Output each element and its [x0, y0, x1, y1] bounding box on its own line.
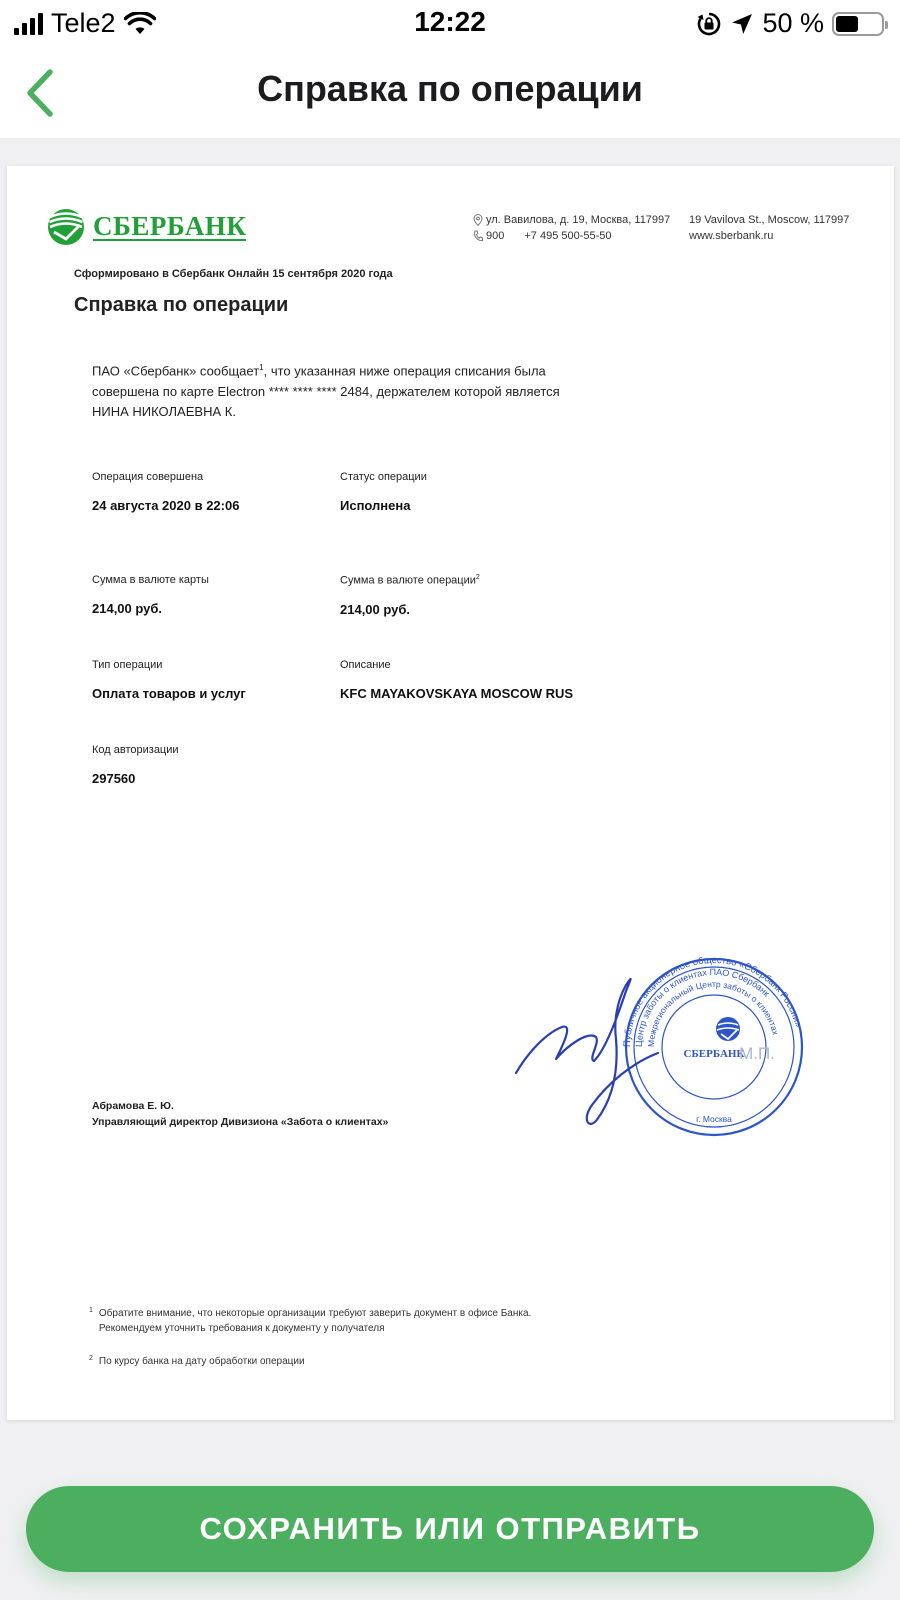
- bank-stamp: [622, 955, 804, 1135]
- document-preview[interactable]: [7, 166, 894, 1420]
- footnote-mark: 1: [89, 1307, 93, 1314]
- signer-position: Управляющий директор Дивизиона «Забота о клиентах»: [92, 1116, 389, 1128]
- footnote-mark: 2: [89, 1355, 93, 1362]
- stamp-bank-text: СБЕРБАНК: [683, 1048, 745, 1060]
- field-label: [340, 574, 480, 587]
- field-value: Оплата товаров и услуг: [92, 686, 246, 701]
- bank-website: www.sberbank.ru: [689, 230, 774, 242]
- field-auth-code: [92, 744, 179, 787]
- field-value: 297560: [92, 771, 136, 786]
- status-bar-time: 12:22: [414, 6, 486, 37]
- field-operation-date: [92, 471, 242, 514]
- bank-phone-long: +7 495 500-55-50: [524, 230, 612, 242]
- bank-address-en: 19 Vavilova St., Moscow, 117997: [689, 214, 850, 226]
- map-pin-icon: [473, 214, 483, 226]
- battery-fill: [836, 16, 858, 32]
- intro-text-part1: ПАО «Сбербанк» сообщает: [92, 363, 260, 379]
- battery-percent: 50 %: [762, 8, 824, 38]
- footnote-text: Обратите внимание, что некоторые организации требуют заверить документ в офисе Банка. Рекомендуем уточнить требования к документу у получателя: [98, 1308, 532, 1334]
- stamp-mp-text: М.П.: [739, 1044, 775, 1063]
- bank-contacts-ru: [473, 212, 670, 244]
- phone-icon: [473, 230, 483, 242]
- field-value: 214,00 руб.: [340, 601, 411, 617]
- sberbank-logo-text: СБЕРБАНК: [93, 211, 247, 241]
- signature-and-stamp: [512, 951, 812, 1141]
- location-arrow-icon: [730, 12, 754, 36]
- field-value: KFC MAYAKOVSKAYA MOSCOW RUS: [340, 686, 574, 701]
- intro-paragraph: [92, 358, 572, 423]
- battery-icon: [832, 12, 884, 36]
- document-title: Справка по операции: [74, 294, 289, 316]
- field-description: [340, 659, 573, 702]
- sberbank-logo: [47, 208, 246, 246]
- field-label: Тип операции: [92, 659, 163, 671]
- stamp-middle-text: Центр заботы о клиентах ПАО Сбербанк: [633, 966, 772, 1048]
- navigation-bar: [0, 48, 900, 138]
- bank-address-ru: ул. Вавилова, д. 19, Москва, 117997: [486, 214, 671, 226]
- stamp-city-text: г. Москва: [696, 1114, 732, 1124]
- signer-name: Абрамова Е. Ю.: [92, 1100, 174, 1112]
- page-title: Справка по операции: [257, 68, 643, 109]
- field-operation-amount: [340, 574, 480, 618]
- signer-block: [92, 1098, 388, 1130]
- field-card-amount: [92, 574, 209, 617]
- stamp-inner-text: Межрегиональный Центр заботы о клиентах: [645, 978, 781, 1048]
- stamp-outer-text: Публичное акционерное общество «Сбербанк России»: [621, 954, 804, 1048]
- field-operation-type: [92, 659, 246, 702]
- footnote-text: По курсу банка на дату обработки операции: [98, 1356, 305, 1367]
- field-value: Исполнена: [340, 498, 411, 513]
- generated-note: Сформировано в Сбербанк Онлайн 15 сентября 2020 года: [74, 268, 393, 280]
- intro-text-part2: , что указанная ниже операция списания была совершена по карте Electron **** **** **** 2484, держателем которой является НИНА НИКОЛАЕВНА К.: [92, 363, 560, 420]
- bank-phone-short: 900: [486, 230, 505, 242]
- field-label: Статус операции: [340, 471, 427, 483]
- field-label-text: Сумма в валюте операции: [340, 574, 476, 587]
- footnote-ref-1: 1: [259, 363, 264, 372]
- footnote-2: [89, 1354, 305, 1369]
- carrier-name: Tele2: [51, 8, 116, 38]
- footnote-ref-2: 2: [475, 574, 480, 581]
- sberbank-logo-icon: [47, 208, 85, 246]
- field-label: Код авторизации: [92, 744, 179, 756]
- field-value: 214,00 руб.: [92, 601, 163, 616]
- field-label: Операция совершена: [92, 471, 204, 483]
- field-label: Сумма в валюте карты: [92, 574, 209, 586]
- footnote-1: [89, 1306, 589, 1336]
- orientation-lock-icon: [696, 11, 722, 37]
- field-label: Описание: [340, 659, 391, 671]
- status-bar-right: [696, 8, 884, 39]
- field-status: [340, 471, 427, 514]
- save-or-send-button[interactable]: СОХРАНИТЬ ИЛИ ОТПРАВИТЬ: [26, 1486, 874, 1572]
- status-bar: [0, 0, 900, 48]
- field-value: 24 августа 2020 в 22:06: [92, 498, 240, 513]
- bank-contacts-en: [689, 212, 849, 244]
